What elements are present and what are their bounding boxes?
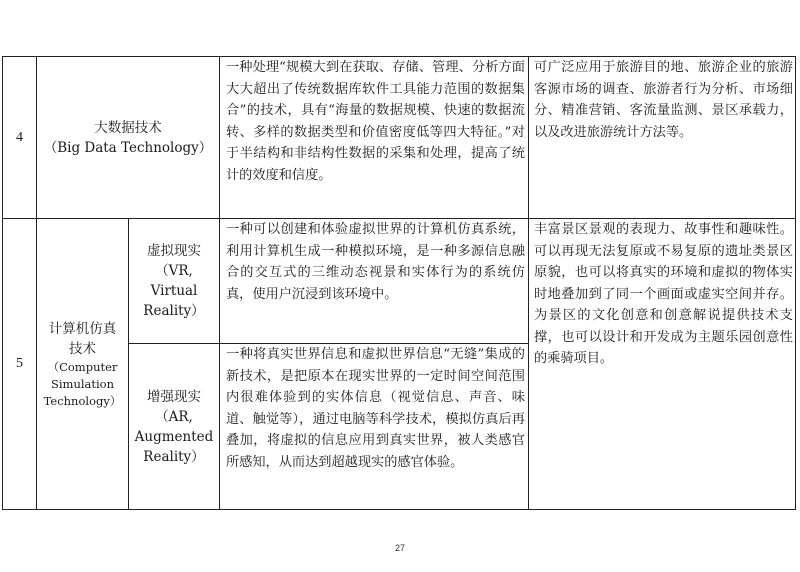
sub-tech-name-cell	[129, 219, 219, 343]
tech-name-cell	[37, 219, 128, 509]
sub-tech-description: 一种将真实世界信息和虚拟世界信息“无缝”集成的新技术，是把原本在现实世界的一定时间空间范围内很难体验到的实体信息（视觉信息、声音、味道、触觉等），通过电脑等科学技术，模拟仿真后再叠加，将虚拟的信息应用到真实世界，被人类感官所感知，从而达到超越现实的感官体验。	[226, 347, 525, 470]
tech-name: 大数据技术	[94, 119, 162, 136]
row-number-text: 4	[16, 129, 23, 145]
tech-name-cell	[37, 57, 219, 218]
row-number-text: 5	[16, 356, 23, 371]
sub-tech-name-en: Virtual	[150, 283, 198, 299]
tech-name: 计算机仿真	[48, 320, 117, 337]
row-number	[3, 57, 36, 218]
col-divider-name	[219, 56, 220, 510]
tech-name: 技术	[69, 340, 96, 357]
tech-name-en: Simulation	[50, 376, 115, 391]
sub-tech-name-en: Reality）	[143, 448, 205, 465]
tech-description: 一种处理“规模大到在获取、存储、管理、分析方面大大超出了传统数据库软件工具能力范围的数据集合”的技术，具有“海量的数据规模、快速的数据流转、多样的数据类型和价值密度低等四大特征。”对于半结构和非结构性数据的采集和处理，提高了统计的效度和信度。	[226, 60, 525, 183]
tech-application: 可广泛应用于旅游目的地、旅游企业的旅游客源市场的调查、旅游者行为分析、市场细分、精准营销、客流量监测、景区承载力，以及改进旅游统计方法等。	[534, 60, 793, 140]
tech-name-en: （Big Data Technology）	[43, 139, 213, 156]
sub-tech-name-en: Augmented	[134, 428, 214, 445]
row-number	[3, 219, 36, 509]
page-number: 27	[394, 543, 405, 553]
sub-tech-name-en: （AR,	[155, 408, 193, 425]
sub-tech-name: 增强现实	[147, 388, 201, 405]
sub-tech-name: 虚拟现实	[147, 243, 201, 259]
tech-application: 丰富景区景观的表现力、故事性和趣味性。可以再现无法复原或不易复原的遗址类景区原貌，也可以将真实的环境和虚拟的物体实时地叠加到了同一个画面或虚实空间并存。为景区的文化创意和创意解说提供技术支撑，也可以设计和开发成为主题乐园创意性的乘骑项目。	[534, 222, 793, 366]
tech-name-en: （Computer	[47, 359, 118, 374]
sub-tech-name-en: Reality）	[143, 303, 205, 319]
tech-name-en: Technology）	[43, 393, 122, 408]
sub-tech-name-en: （VR,	[155, 263, 193, 279]
sub-tech-name-cell	[129, 344, 219, 509]
table-border-bottom	[2, 509, 796, 510]
col-divider-desc	[528, 56, 529, 510]
sub-tech-description: 一种可以创建和体验虚拟世界的计算机仿真系统，利用计算机生成一种模拟环境，是一种多源信息融合的交互式的三维动态视景和实体行为的系统仿真，使用户沉浸到该环境中。	[226, 222, 525, 302]
table-border-right	[795, 56, 796, 510]
